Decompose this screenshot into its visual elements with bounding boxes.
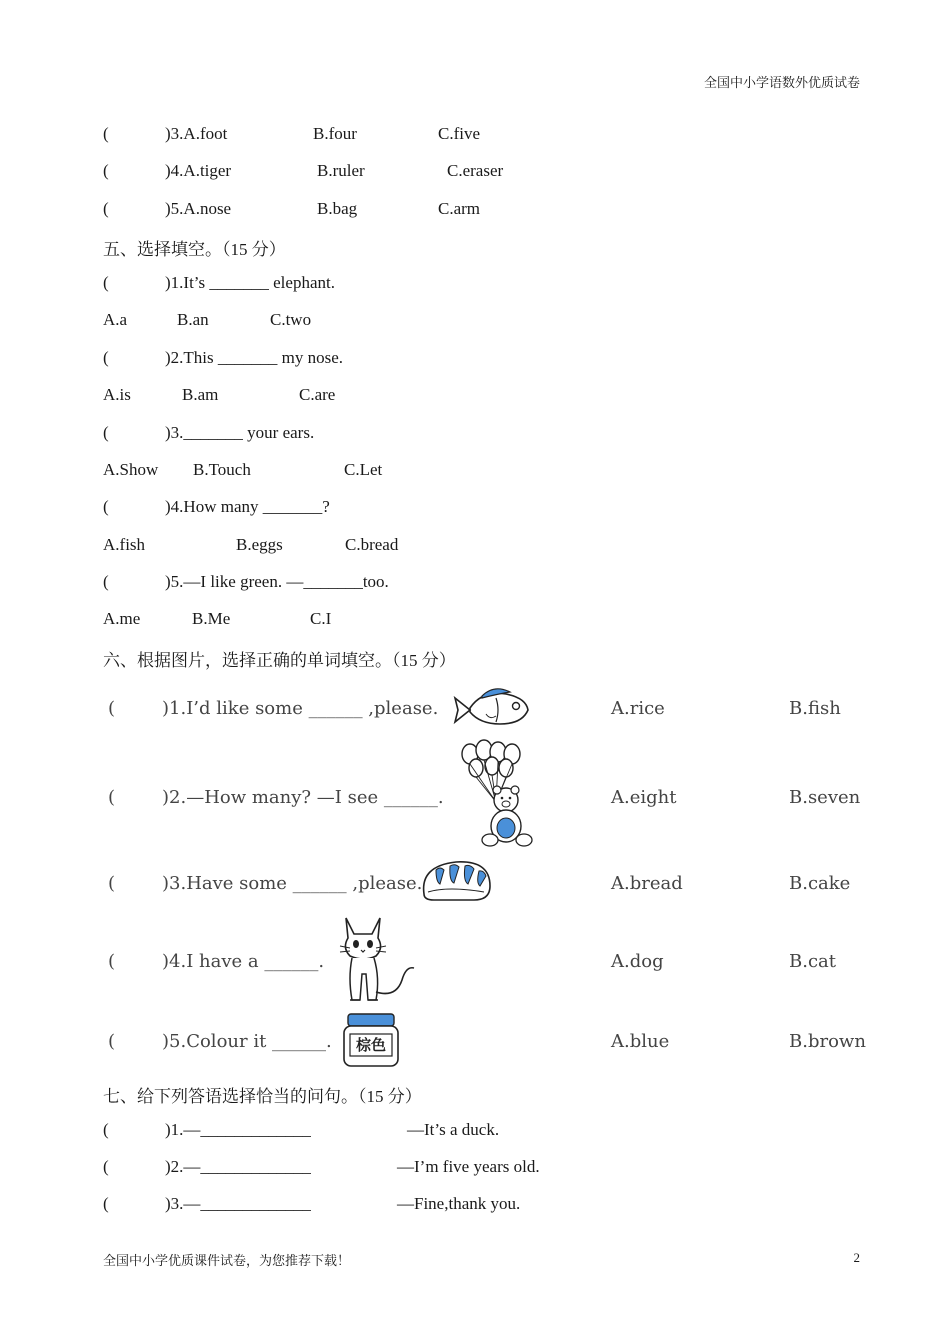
option-b: B.brown (789, 1031, 866, 1052)
option-a: A.bread (611, 873, 683, 894)
option-b: B.am (182, 385, 219, 404)
section-title: 七、给下列答语选择恰当的问句。（15 分） (103, 1087, 422, 1106)
paren: ( (103, 161, 109, 180)
question-text: )5.—I like green. —_______too. (165, 572, 389, 591)
question-text: )3._______ your ears. (165, 423, 315, 442)
option-a: A.eight (611, 787, 677, 808)
option-a: A.blue (611, 1031, 670, 1052)
paren: ( (108, 1031, 116, 1052)
answer-text: —Fine,thank you. (397, 1194, 521, 1213)
option-a: A.Show (103, 460, 159, 479)
balloon-bear-icon (456, 740, 540, 852)
option-c: C.bread (345, 535, 399, 554)
option-b: B.bag (317, 199, 358, 218)
question-text: )2.This _______ my nose. (165, 348, 344, 367)
question-text: )2.—_____________ (165, 1157, 311, 1176)
paren: ( (103, 199, 109, 218)
option-a: A.fish (103, 535, 146, 554)
option-b: B.four (313, 124, 357, 143)
paren: ( (103, 1120, 109, 1139)
paren: ( (103, 423, 109, 442)
option-c: C.are (299, 385, 336, 404)
option-c: C.Let (344, 460, 383, 479)
question-text: )5.Colour it ______. (162, 1031, 332, 1052)
jar-label: 棕色 (355, 1036, 386, 1054)
answer-text: —It’s a duck. (407, 1120, 500, 1139)
question-text: )1.It’s _______ elephant. (165, 273, 335, 292)
option-c: C.five (438, 124, 481, 143)
bread-icon (418, 856, 494, 906)
section-title: 五、选择填空。（15 分） (103, 240, 286, 259)
answer-text: —I’m five years old. (397, 1157, 540, 1176)
option-a: A.is (103, 385, 131, 404)
question-text: )3.A.foot (165, 124, 228, 143)
paint-jar-icon (342, 1012, 400, 1068)
question-text: )2.—How many? —I see ______. (162, 787, 444, 808)
paren: ( (103, 497, 109, 516)
option-b: B.cat (789, 951, 836, 972)
option-c: C.eraser (447, 161, 504, 180)
paren: ( (103, 124, 109, 143)
page-header: 全国中小学语数外优质试卷 (703, 75, 860, 90)
option-c: C.two (270, 310, 312, 329)
option-a: A.rice (611, 698, 665, 719)
option-b: B.cake (789, 873, 851, 894)
option-b: B.an (177, 310, 209, 329)
option-b: B.ruler (317, 161, 365, 180)
option-b: B.eggs (236, 535, 283, 554)
option-a: A.a (103, 310, 128, 329)
option-b: B.Me (192, 609, 231, 628)
question-text: )4.How many _______? (165, 497, 330, 516)
paren: ( (103, 1194, 109, 1213)
paren: ( (108, 787, 116, 808)
option-a: A.me (103, 609, 141, 628)
question-text: )1.—_____________ (165, 1120, 311, 1139)
paren: ( (103, 572, 109, 591)
option-c: C.I (310, 609, 332, 628)
question-text: )1.I’d like some ______ ,please. (162, 698, 439, 719)
question-text: )4.A.tiger (165, 161, 232, 180)
paren: ( (103, 1157, 109, 1176)
option-c: C.arm (438, 199, 481, 218)
fish-icon (452, 684, 530, 730)
option-b: B.Touch (193, 460, 251, 479)
option-a: A.dog (611, 951, 664, 972)
paren: ( (108, 951, 116, 972)
paren: ( (108, 873, 116, 894)
option-b: B.fish (789, 698, 841, 719)
paren: ( (108, 698, 116, 719)
question-text: )3.Have some ______ ,please. (162, 873, 423, 894)
question-text: )5.A.nose (165, 199, 232, 218)
cat-icon (336, 914, 416, 1006)
page-number: 2 (853, 1250, 860, 1265)
question-text: )3.—_____________ (165, 1194, 311, 1213)
question-text: )4.I have a ______. (162, 951, 325, 972)
section-title: 六、根据图片，选择正确的单词填空。（15 分） (103, 651, 456, 670)
paren: ( (103, 273, 109, 292)
option-b: B.seven (789, 787, 861, 808)
paren: ( (103, 348, 109, 367)
page-footer: 全国中小学优质课件试卷，为您推荐下载！ (103, 1253, 351, 1268)
